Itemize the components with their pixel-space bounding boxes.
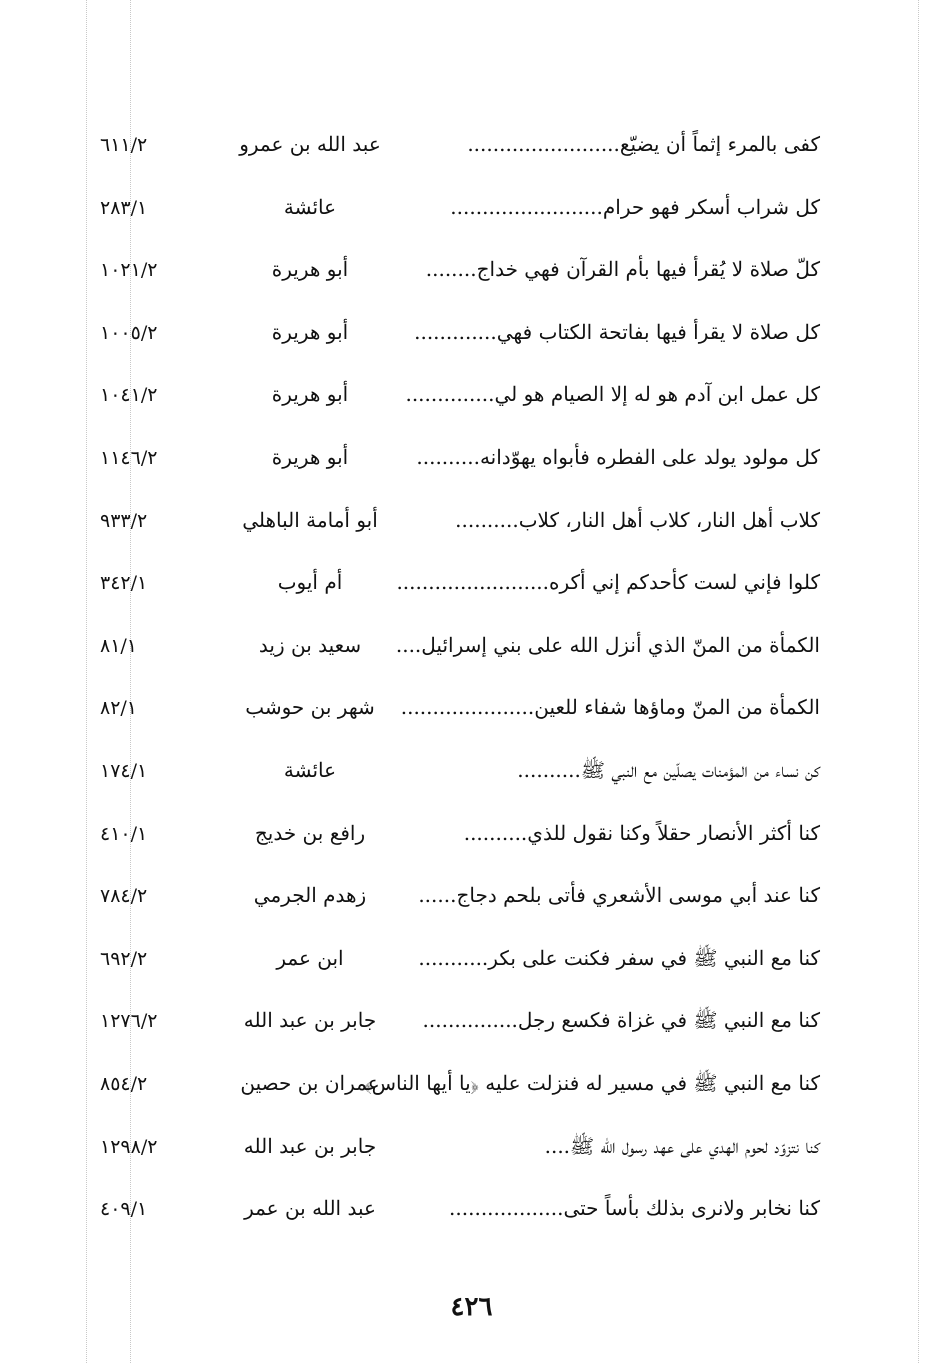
narrator-name: عبد الله بن عمرو — [239, 132, 381, 156]
hadith-text: كنا مع النبي ﷺ في سفر فكنت على بكر........... — [418, 945, 820, 970]
index-entry — [100, 370, 820, 433]
scan-guide-line — [918, 0, 919, 1363]
hadith-text: كلاب أهل النار، كلاب أهل النار، كلاب.......... — [455, 507, 820, 532]
narrator-name: عبد الله بن عمر — [244, 1196, 376, 1221]
hadith-text: الكمأة من المنّ الذي أنزل الله على بني إسرائيل.... — [395, 632, 820, 657]
hadith-text: كل صلاة لا يقرأ فيها بفاتحة الكتاب فهي............. — [414, 319, 820, 344]
narrator-name: أبو أمامة الباهلي — [242, 507, 378, 532]
hadith-text: كنا نتزوّد لحوم الهدي على عهد رسول الله ﷺ.... — [544, 1133, 820, 1158]
hadith-text: كلّ صلاة لا يُقرأ فيها بأم القرآن فهي خداج........ — [425, 257, 820, 282]
index-entry — [100, 683, 820, 746]
volume-page-ref: ٨٥٤/٢ — [100, 1072, 148, 1095]
hadith-text: كفى بالمرء إثماً أن يضيّع........................ — [467, 132, 820, 156]
hadith-text: كل عمل ابن آدم هو له إلا الصيام هو لي.............. — [405, 382, 820, 407]
index-entry — [100, 183, 820, 246]
hadith-text: كنا نخابر ولانرى بذلك بأساً حتى.................. — [449, 1196, 820, 1221]
index-entry — [100, 1059, 820, 1122]
hadith-text: كل مولود يولد على الفطره فأبواه يهوّدانه.......... — [416, 444, 820, 469]
narrator-name: أبو هريرة — [271, 444, 349, 469]
narrator-name: ابن عمر — [276, 945, 344, 970]
narrator-name: أم أيوب — [277, 570, 343, 595]
narrator-name: جابر بن عبد الله — [243, 1008, 377, 1033]
scan-guide-line — [86, 0, 87, 1363]
index-entry — [100, 621, 820, 684]
hadith-text: كل شراب أسكر فهو حرام........................ — [450, 194, 820, 219]
volume-page-ref: ٨٢/١ — [100, 697, 138, 720]
volume-page-ref: ١١٤٦/٢ — [100, 446, 158, 469]
volume-page-ref: ١٠٢١/٢ — [100, 259, 158, 282]
volume-page-ref: ١٢٧٦/٢ — [100, 1010, 158, 1033]
index-entry — [100, 558, 820, 621]
volume-page-ref: ١٠٠٥/٢ — [100, 321, 158, 344]
volume-page-ref: ٤٠٩/١ — [100, 1198, 148, 1221]
narrator-name: أبو هريرة — [271, 382, 349, 407]
narrator-name: عائشة — [283, 194, 337, 219]
index-entry — [100, 496, 820, 559]
narrator-name: عمران بن حصين — [240, 1070, 380, 1095]
volume-page-ref: ٢٨٣/١ — [100, 196, 148, 219]
index-entry — [100, 1184, 820, 1247]
narrator-name: أبو هريرة — [271, 319, 349, 344]
index-entry — [100, 433, 820, 496]
index-entry — [100, 871, 820, 934]
hadith-text: كن نساء من المؤمنات يصلّين مع النبي ﷺ.......... — [517, 757, 820, 782]
narrator-name: شهر بن حوشب — [245, 695, 375, 720]
narrator-name: سعيد بن زيد — [258, 632, 362, 657]
hadith-text: كلوا فإني لست كأحدكم إني أكره........................ — [396, 570, 820, 595]
hadith-text: كنا مع النبي ﷺ في مسير له فنزلت عليه ﴿يا أيها الناس﴾ — [363, 1070, 820, 1095]
volume-page-ref: ٣٤٢/١ — [100, 572, 148, 595]
volume-page-ref: ١٧٤/١ — [100, 759, 148, 782]
hadith-text: الكمأة من المنّ وماؤها شفاء للعين..................... — [400, 695, 820, 720]
volume-page-ref: ٤١٠/١ — [100, 822, 148, 845]
volume-page-ref: ١٢٩٨/٢ — [100, 1135, 158, 1158]
narrator-name: رافع بن خديج — [254, 820, 366, 845]
narrator-name: زهدم الجرمي — [253, 883, 367, 908]
narrator-name: جابر بن عبد الله — [243, 1133, 377, 1158]
volume-page-ref: ٩٣٣/٢ — [100, 509, 148, 532]
volume-page-ref: ٦٩٢/٢ — [100, 947, 148, 970]
index-entry — [100, 1122, 820, 1185]
index-entry — [100, 746, 820, 809]
volume-page-ref: ٧٨٤/٢ — [100, 885, 148, 908]
index-entry — [100, 809, 820, 872]
hadith-text: كنا أكثر الأنصار حقلاً وكنا نقول للذي.......... — [463, 820, 820, 845]
volume-page-ref: ١٠٤١/٢ — [100, 384, 158, 407]
volume-page-ref: ٦١١/٢ — [100, 134, 148, 156]
hadith-index-list — [100, 120, 820, 1247]
index-entry — [100, 934, 820, 997]
index-entry — [100, 996, 820, 1059]
page-number: ٤٢٦ — [450, 1292, 493, 1322]
narrator-name: عائشة — [283, 757, 337, 782]
index-entry — [100, 308, 820, 371]
volume-page-ref: ٨١/١ — [100, 634, 138, 657]
hadith-text: كنا عند أبي موسى الأشعري فأتى بلحم دجاج...... — [418, 883, 820, 908]
index-entry — [100, 120, 820, 183]
narrator-name: أبو هريرة — [271, 257, 349, 282]
index-entry — [100, 245, 820, 308]
hadith-text: كنا مع النبي ﷺ في غزاة فكسع رجل............... — [422, 1008, 820, 1033]
